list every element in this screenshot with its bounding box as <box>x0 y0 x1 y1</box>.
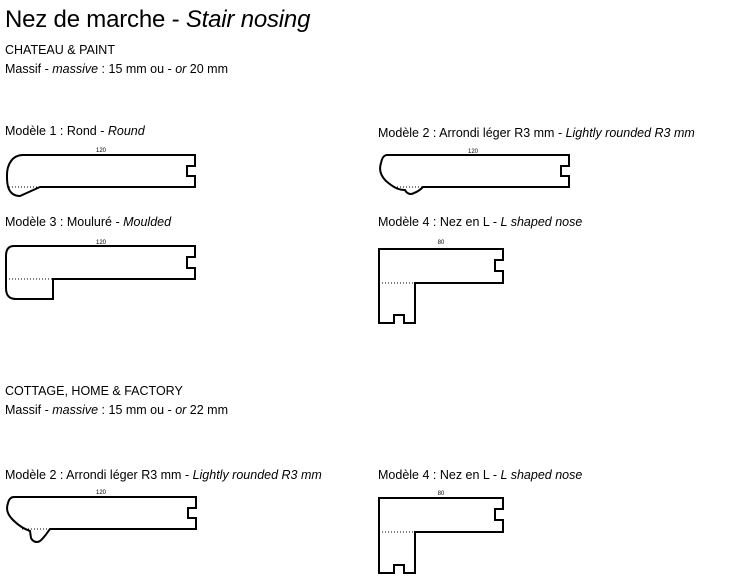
dimension-label: 120 <box>95 148 107 154</box>
model-label-2-lightly-rounded: Modèle 2 : Arrondi léger R3 mm - Lightly rounded R3 mm <box>378 126 695 140</box>
model-label-1-round: Modèle 1 : Rond - Round <box>5 124 145 138</box>
section-thickness-chateau: Massif - massive : 15 mm ou - or 20 mm <box>5 62 228 76</box>
title-french: Nez de marche - <box>5 6 186 33</box>
dimension-label: 80 <box>437 240 445 246</box>
profile-drawing-lightly-rounded <box>373 145 583 205</box>
page-title <box>5 6 310 34</box>
title-english: Stair nosing <box>185 6 311 33</box>
dimension-label: 120 <box>95 240 107 246</box>
section-heading-cottage: COTTAGE, HOME & FACTORY <box>5 384 183 398</box>
model-label-2-lightly-rounded-cottage: Modèle 2 : Arrondi léger R3 mm - Lightly rounded R3 mm <box>5 468 322 482</box>
model-label-4-l-shaped-cottage: Modèle 4 : Nez en L - L shaped nose <box>378 468 583 482</box>
section-heading-chateau: CHATEAU & PAINT <box>5 43 115 57</box>
dimension-label: 120 <box>467 149 479 155</box>
profile-drawing-lightly-rounded-cottage <box>0 487 210 547</box>
model-label-4-l-shaped: Modèle 4 : Nez en L - L shaped nose <box>378 215 583 229</box>
model-label-3-moulded: Modèle 3 : Mouluré - Moulded <box>5 215 172 229</box>
profile-drawing-l-shaped-cottage <box>373 488 513 583</box>
profile-drawing-moulded <box>0 236 210 306</box>
profile-drawing-round <box>0 145 210 205</box>
profile-drawing-l-shaped <box>373 236 513 331</box>
dimension-label: 120 <box>95 490 107 496</box>
section-thickness-cottage: Massif - massive : 15 mm ou - or 22 mm <box>5 403 228 417</box>
dimension-label: 80 <box>437 491 445 497</box>
